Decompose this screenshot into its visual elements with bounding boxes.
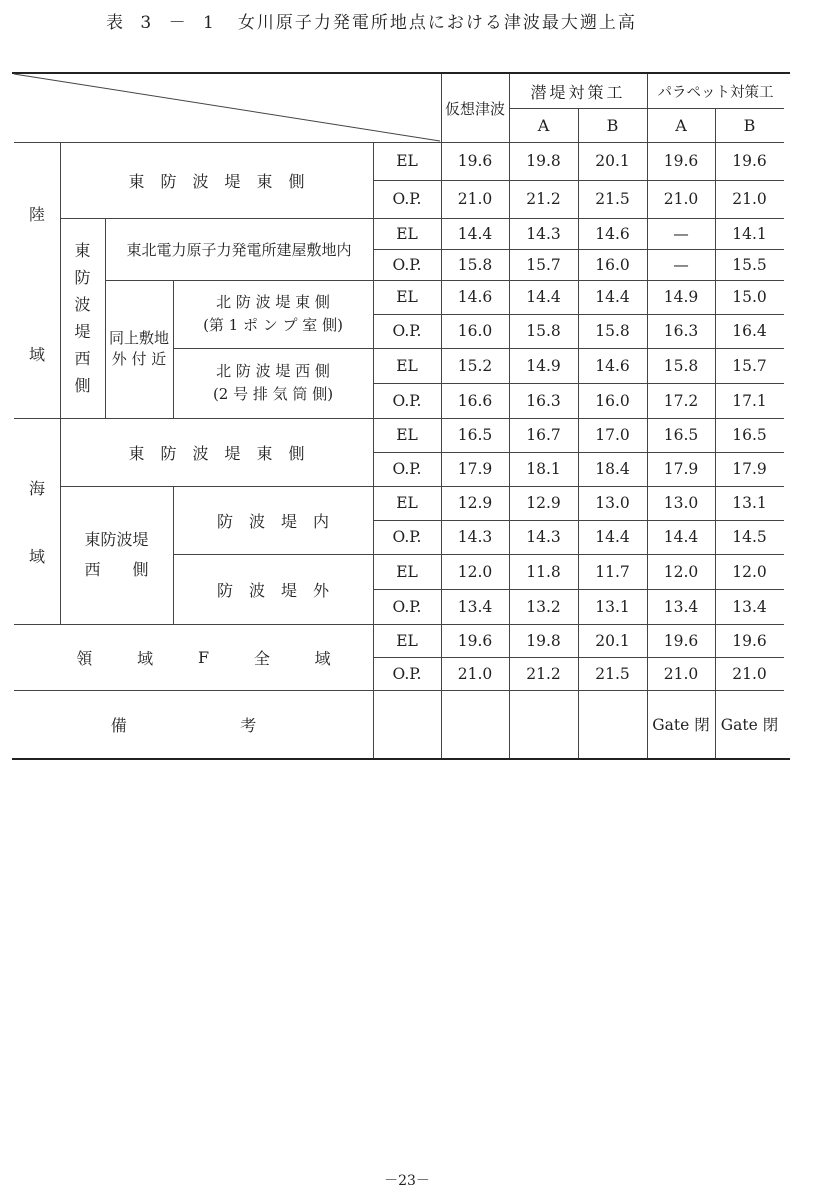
- label-kita-nishi: [173, 348, 373, 418]
- ryouiki-char: 全: [253, 648, 270, 668]
- value-op: 14.3: [526, 528, 561, 546]
- value-el: 14.9: [663, 288, 699, 306]
- header-parapet: パラペット対策工: [657, 84, 774, 101]
- value-op: 15.8: [595, 322, 630, 340]
- level-label-op: O.P.: [392, 597, 422, 616]
- level-label-el: EL: [396, 288, 418, 306]
- level-label-op: O.P.: [392, 664, 422, 683]
- value-el: 19.8: [526, 631, 561, 650]
- level-label-el: EL: [396, 152, 418, 170]
- label-doujou-2: 外 付 近: [111, 350, 167, 368]
- value-op: 13.4: [663, 597, 699, 616]
- level-label-el: EL: [396, 631, 418, 650]
- value-el: 19.6: [663, 631, 699, 650]
- label-bouhatei-uchi: 防 波 堤 内: [216, 511, 329, 531]
- remark-cell: Gate 閉: [652, 716, 710, 734]
- value-op: 17.9: [457, 460, 493, 478]
- value-el: 19.6: [457, 631, 493, 650]
- value-el: 15.2: [457, 356, 493, 375]
- vchar: 西: [74, 349, 91, 368]
- value-el: 19.8: [526, 152, 561, 170]
- value-op: 21.0: [457, 664, 493, 683]
- value-el: 12.0: [732, 562, 767, 581]
- value-el: 13.1: [732, 494, 767, 512]
- value-el: 16.5: [663, 426, 699, 444]
- value-op: 15.7: [526, 255, 561, 274]
- level-label-op: O.P.: [392, 528, 422, 546]
- page-number: －23－: [384, 1173, 430, 1189]
- value-op: 17.2: [663, 391, 699, 410]
- value-op: 15.8: [457, 255, 493, 274]
- ryouiki-char: 域: [137, 648, 154, 668]
- header-sub-b2: B: [743, 115, 756, 135]
- bikou-char: 考: [240, 715, 257, 735]
- label-sea-higashi-higashi: 東 防 波 堤 東 側: [128, 443, 305, 463]
- value-op: 14.5: [732, 528, 767, 546]
- value-op: 16.4: [732, 322, 767, 340]
- value-op: 14.4: [663, 528, 699, 546]
- value-op: 16.0: [457, 322, 493, 340]
- label-kita-nishi-1: 北 防 波 堤 西 側: [216, 362, 330, 380]
- value-op: 21.0: [663, 190, 699, 208]
- value-op: 13.4: [732, 597, 767, 616]
- value-op: 15.5: [732, 255, 767, 274]
- label-sea-nishi: [60, 486, 173, 624]
- value-el: 19.6: [732, 152, 767, 170]
- header-kaso: 仮想津波: [444, 99, 505, 118]
- level-label-el: EL: [396, 494, 418, 512]
- value-op: 21.0: [663, 664, 699, 683]
- remark-cell: Gate 閉: [720, 716, 779, 734]
- label-sea-nishi-1: 東防波堤: [84, 530, 149, 549]
- value-el: 14.1: [732, 224, 767, 243]
- value-op: 13.1: [595, 597, 630, 616]
- value-el: 19.6: [732, 631, 767, 650]
- value-op: 18.4: [595, 460, 630, 478]
- value-op: 21.0: [732, 664, 767, 683]
- vchar: 堤: [74, 322, 91, 341]
- level-label-el: EL: [396, 356, 418, 375]
- label-doujou-1: 同上敷地: [108, 329, 169, 347]
- value-op: 14.3: [457, 528, 493, 546]
- value-op: 21.0: [732, 190, 767, 208]
- value-el: 16.7: [526, 426, 561, 444]
- vchar: 波: [74, 295, 91, 314]
- value-op: —: [673, 255, 689, 274]
- level-label-op: O.P.: [392, 460, 422, 478]
- level-label-op: O.P.: [392, 391, 422, 410]
- value-el: 16.5: [732, 426, 767, 444]
- label-ryouiki-f: [14, 624, 373, 690]
- label-bouhatei-soto: 防 波 堤 外: [216, 580, 329, 600]
- table-title-text: 女川原子力発電所地点における津波最大遡上高: [237, 13, 637, 33]
- label-higashi-nishi-vertical: [60, 218, 105, 418]
- value-op: 21.5: [595, 664, 630, 683]
- value-el: 17.0: [595, 426, 630, 444]
- value-el: 14.6: [457, 288, 493, 306]
- value-el: 19.6: [457, 152, 493, 170]
- value-el: 13.0: [595, 494, 630, 512]
- label-kita-higashi-1: 北 防 波 堤 東 側: [216, 293, 330, 311]
- value-op: 17.9: [732, 460, 767, 478]
- label-higashi-higashi: 東 防 波 堤 東 側: [128, 171, 305, 191]
- label-kita-nishi-2: (2 号 排 気 筒 側): [212, 385, 334, 403]
- level-label-op: O.P.: [392, 190, 422, 208]
- value-el: 19.6: [663, 152, 699, 170]
- level-label-op: O.P.: [392, 255, 422, 274]
- vchar: 東: [74, 241, 91, 260]
- region-kai-2: 域: [28, 546, 45, 566]
- value-el: 14.9: [526, 356, 561, 375]
- value-el: 14.6: [595, 224, 630, 243]
- region-riku-1: 陸: [28, 204, 45, 224]
- value-el: 14.4: [457, 224, 493, 243]
- value-el: 13.0: [663, 494, 699, 512]
- value-op: 17.1: [732, 391, 767, 410]
- value-el: 15.0: [732, 288, 767, 306]
- value-el: 20.1: [595, 631, 630, 650]
- value-op: 21.2: [526, 190, 561, 208]
- value-op: 16.0: [595, 255, 630, 274]
- value-el: 12.0: [457, 562, 493, 581]
- value-op: 21.2: [526, 664, 561, 683]
- vchar: 防: [74, 268, 91, 287]
- value-op: 13.4: [457, 597, 493, 616]
- label-doujou: [105, 280, 173, 418]
- region-kai-1: 海: [28, 478, 45, 498]
- value-el: 12.9: [457, 494, 493, 512]
- value-el: 11.8: [526, 562, 561, 581]
- value-op: 13.2: [526, 597, 561, 616]
- value-op: 16.3: [663, 322, 699, 340]
- header-senryu: 潜堤対策工: [530, 82, 626, 102]
- value-el: 14.6: [595, 356, 630, 375]
- value-el: 15.8: [663, 356, 699, 375]
- value-op: 21.5: [595, 190, 630, 208]
- level-label-el: EL: [396, 562, 418, 581]
- value-op: 17.9: [663, 460, 699, 478]
- level-label-el: EL: [396, 426, 418, 444]
- label-tohoku-site: 東北電力原子力発電所建屋敷地内: [126, 240, 352, 259]
- label-sea-nishi-2: 西 側: [84, 560, 149, 579]
- level-label-op: O.P.: [392, 322, 422, 340]
- value-op: 16.3: [526, 391, 561, 410]
- value-op: 16.0: [595, 391, 630, 410]
- level-label-el: EL: [396, 224, 418, 243]
- value-el: 14.4: [595, 288, 630, 306]
- value-el: 12.0: [663, 562, 699, 581]
- vchar: 側: [74, 376, 91, 395]
- value-el: 14.3: [526, 224, 561, 243]
- ryouiki-char: 領: [76, 648, 93, 668]
- value-op: 16.6: [457, 391, 493, 410]
- value-el: —: [673, 224, 689, 243]
- header-sub-a2: A: [675, 115, 687, 135]
- value-el: 20.1: [595, 152, 630, 170]
- value-op: 14.4: [595, 528, 630, 546]
- value-op: 15.8: [526, 322, 561, 340]
- value-op: 18.1: [526, 460, 561, 478]
- value-el: 12.9: [526, 494, 561, 512]
- label-kita-higashi: [173, 280, 373, 348]
- value-el: 15.7: [732, 356, 767, 375]
- value-op: 21.0: [457, 190, 493, 208]
- label-kita-higashi-2: (第 1 ポ ン プ 室 側): [203, 316, 343, 334]
- header-sub-a1: A: [537, 115, 550, 135]
- label-bikou: [14, 690, 373, 758]
- bikou-char: 備: [110, 715, 127, 735]
- value-el: 16.5: [457, 426, 493, 444]
- ryouiki-char: 域: [314, 648, 331, 668]
- ryouiki-char: F: [197, 647, 210, 667]
- region-riku-2: 域: [28, 344, 45, 364]
- header-sub-b1: B: [606, 115, 619, 135]
- table-number: 表 3 － 1: [106, 13, 220, 33]
- value-el: 11.7: [595, 562, 630, 581]
- value-el: 14.4: [526, 288, 561, 306]
